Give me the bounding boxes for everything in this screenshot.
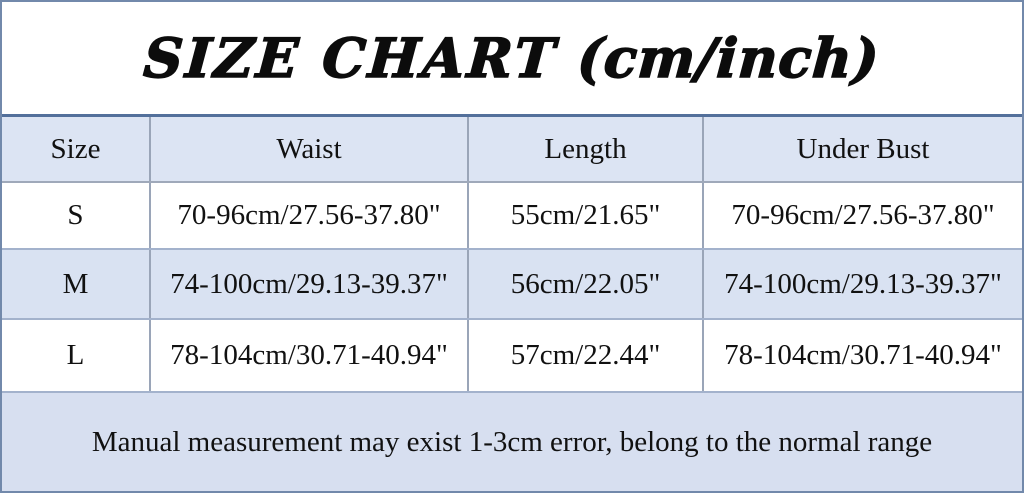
page-title (142, 26, 882, 90)
cell-m-size: M (2, 250, 151, 318)
cell-s-under-bust: 70-96cm/27.56-37.80" (731, 199, 995, 231)
header-cell-size: Size (2, 117, 151, 181)
cell-m-under-bust: 74-100cm/29.13-39.37" (724, 267, 1002, 300)
cell-s-length: 55cm/21.65" (469, 183, 704, 248)
header-cell-under-bust: Under Bust (796, 132, 930, 165)
header-cell-length: Length (469, 117, 704, 181)
size-table (2, 117, 1022, 491)
cell-l-size: L (2, 320, 151, 391)
cell-l-waist: 78-104cm/30.71-40.94" (151, 320, 469, 391)
cell-m-waist: 74-100cm/29.13-39.37" (151, 250, 469, 318)
cell-s-waist: 70-96cm/27.56-37.80" (151, 183, 469, 248)
cell-l-length: 57cm/22.44" (469, 320, 704, 391)
table-row-m (2, 250, 1022, 320)
header-cell-waist: Waist (151, 117, 469, 181)
title-bar (2, 2, 1022, 117)
cell-l-under-bust: 78-104cm/30.71-40.94" (724, 339, 1002, 371)
page-title-main: SIZE CHART (142, 26, 561, 90)
cell-m-length: 56cm/22.05" (469, 250, 704, 318)
page-title-unit: (cm/inch) (575, 26, 882, 90)
measurement-disclaimer: Manual measurement may exist 1-3cm error, belong to the normal range (2, 393, 1022, 491)
table-header-row (2, 117, 1022, 183)
cell-s-size: S (2, 183, 151, 248)
table-row-s (2, 183, 1022, 250)
table-row-l (2, 320, 1022, 393)
